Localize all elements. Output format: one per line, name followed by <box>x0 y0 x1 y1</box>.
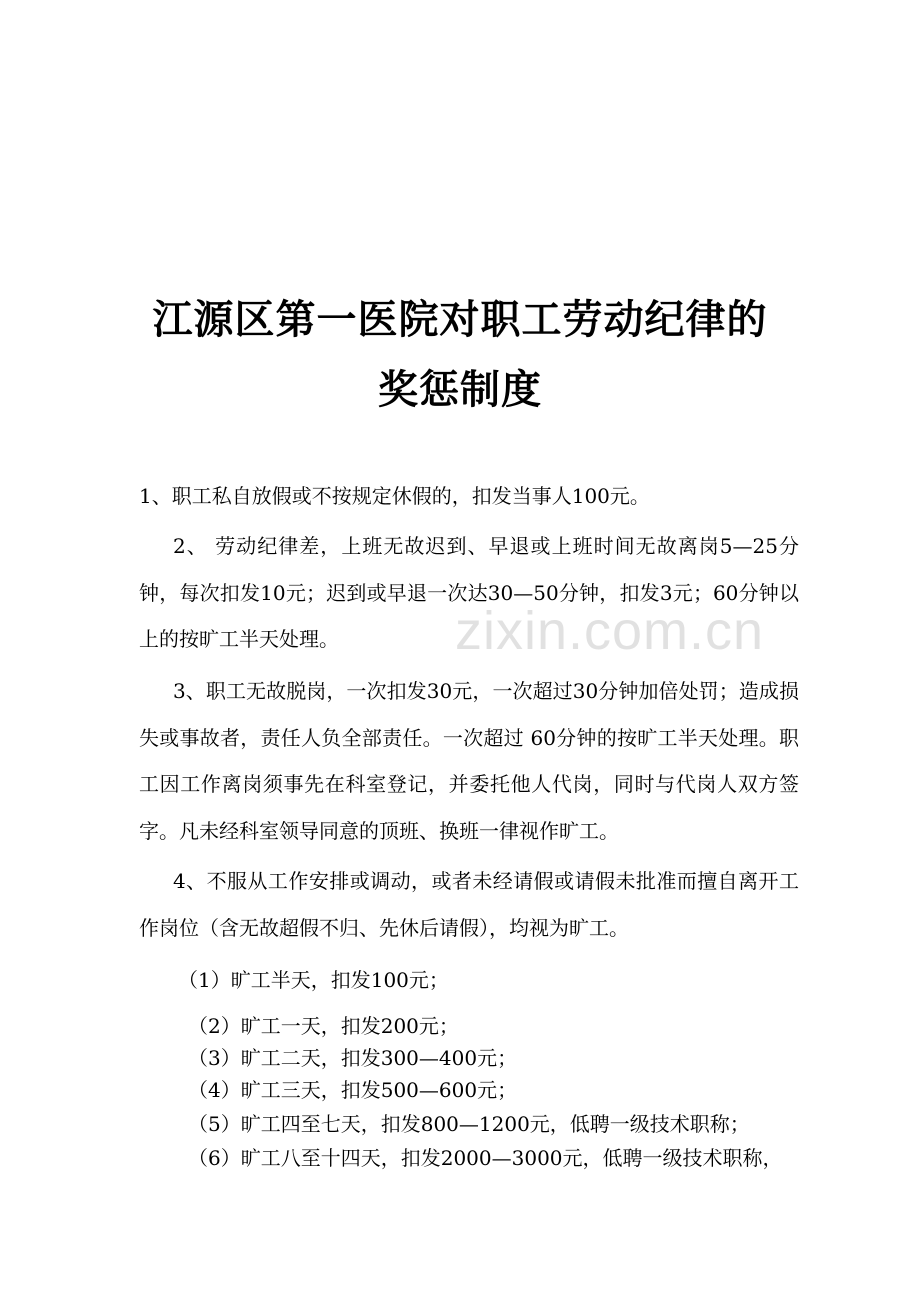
paragraph-3: 3、职工无故脱岗，一次扣发30元，一次超过30分钟加倍处罚；造成损失或事故者，责任人负全部责任。一次超过 60分钟的按旷工半天处理。职工因工作离岗须事先在科室登记，并委托他人代岗，同时与代岗人双方签字。凡未经科室领导同意的顶班、换班一律视作旷工。 <box>139 679 799 843</box>
paragraph-4: 4、不服从工作安排或调动，或者未经请假或请假未批准而擅自离开工作岗位（含无故超假不归、先休后请假），均视为旷工。 <box>139 869 799 940</box>
list-item: （5）旷工四至七天，扣发800—1200元，低聘一级技术职称； <box>188 1112 750 1136</box>
list-item: （1）旷工半天，扣发100元； <box>178 968 449 992</box>
document-title-line-1: 江源区第一医院对职工劳动纪律的 <box>152 296 768 343</box>
document-title-line-2: 奖惩制度 <box>378 366 542 413</box>
paragraph-2: 2、 劳动纪律差，上班无故迟到、早退或上班时间无故离岗5—25分钟，每次扣发10元；迟到或早退一次达30—50分钟，扣发3元；60分钟以上的按旷工半天处理。 <box>139 534 799 651</box>
watermark: zixin.com.cn <box>455 601 765 661</box>
list-item: （4）旷工三天，扣发500—600元； <box>188 1078 518 1102</box>
paragraph-1: 1、职工私自放假或不按规定休假的，扣发当事人100元。 <box>139 484 650 508</box>
list-item: （2）旷工一天，扣发200元； <box>188 1014 459 1038</box>
list-item: （3）旷工二天，扣发300—400元； <box>188 1046 518 1070</box>
list-item: （6）旷工八至十四天，扣发2000—3000元，低聘一级技术职称， <box>188 1146 783 1170</box>
